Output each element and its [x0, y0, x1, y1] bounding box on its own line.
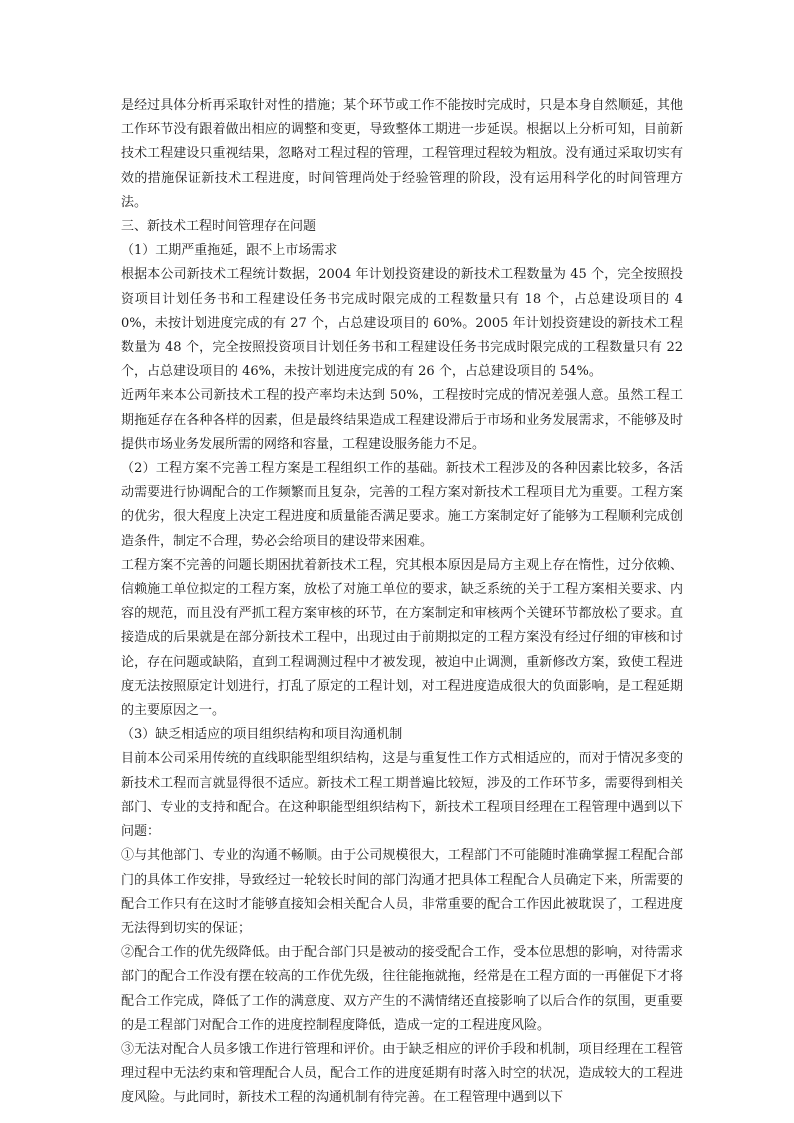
subsection-heading-3: （3）缺乏相适应的项目组织结构和项目沟通机制 [121, 727, 403, 743]
paragraph-statistics: 根据本公司新技术工程统计数据，2004 年计划投资建设的新技术工程数量为 45 个，完全按照投资项目计划任务书和工程建设任务书完成时限完成的工程数量只有 18 个，占总建设项目的 40%，未按计划进度完成的有 27 个，占总建设项目的 60%。2005 年计划投资建设的新技术工程数量为 48 个，完全按照投资项目计划任务书和工程建设任务书完成时限完成的工程数量只有 22 个，占总建设项目的 46%，未按计划进度完成的有 26 个，占总建设项目的 54%。 [121, 267, 683, 380]
list-item-1: ①与其他部门、专业的沟通不畅顺。由于公司规模很大，工程部门不可能随时准确掌握工程配合部门的具体工作安排，导致经过一轮较长时间的部门沟通才把具体工程配合人员确定下来，所需要的配合工作只有在这时才能够直接知会相关配合人员，非常重要的配合工作因此被耽误了，工程进度无法得到切实的保证； [121, 848, 683, 936]
paragraph-plan-problems: 工程方案不完善的问题长期困扰着新技术工程，究其根本原因是局方主观上存在惰性，过分依赖、信赖施工单位拟定的工程方案，放松了对施工单位的要求，缺乏系统的关于工程方案相关要求、内容的规范，而且没有严抓工程方案审核的环节，在方案制定和审核两个关键环节都放松了要求。直接造成的后果就是在部分新技术工程中，出现过由于前期拟定的工程方案没有经过仔细的审核和讨论，存在问题或缺陷，直到工程调测过程中才被发现，被迫中止调测，重新修改方案，致使工程进度无法按照原定计划进行，打乱了原定的工程计划，对工程进度造成很大的负面影响，是工程延期的主要原因之一。 [121, 557, 683, 719]
list-item-3: ③无法对配合人员多饿工作进行管理和评价。由于缺乏相应的评价手段和机制，项目经理在工程管理过程中无法约束和管理配合人员，配合工作的进度延期有时落入时空的状况，造成较大的工程进度风险。与此同时，新技术工程的沟通机制有待完善。在工程管理中遇到以下 [121, 1041, 683, 1106]
paragraph-org-structure: 目前本公司采用传统的直线职能型组织结构，这是与重复性工作方式相适应的，而对于情况多变的新技术工程而言就显得很不适应。新技术工程工期普遍比较短，涉及的工作环节多，需要得到相关部门、专业的支持和配合。在这种职能型组织结构下，新技术工程项目经理在工程管理中遇到以下问题： [121, 751, 683, 840]
section-heading-3: 三、新技术工程时间管理存在问题 [121, 219, 317, 235]
paragraph-intro-continuation: 是经过具体分析再采取针对性的措施；某个环节或工作不能按时完成时，只是本身自然顺延，其他工作环节没有跟着做出相应的调整和变更，导致整体工期进一步延误。根据以上分析可知，目前新技术工程建设只重视结果，忽略对工程过程的管理，工程管理过程较为粗放。没有通过采取切实有效的措施保证新技术工程进度，时间管理尚处于经验管理的阶段，没有运用科学化的时间管理方法。 [121, 98, 683, 210]
paragraph-production-rate: 近两年来本公司新技术工程的投产率均未达到 50%，工程按时完成的情况差强人意。虽然工程工期拖延存在各种各样的因素，但是最终结果造成工程建设滞后于市场和业务发展需求，不能够及时提供市场业务发展所需的网络和容量，工程建设服务能力不足。 [121, 388, 683, 452]
list-item-2: ②配合工作的优先级降低。由于配合部门只是被动的接受配合工作，受本位思想的影响，对待需求部门的配合工作没有摆在较高的工作优先级，往往能拖就拖，经常是在工程方面的一再催促下才将配合工作完成，降低了工作的满意度、双方产生的不满情绪还直接影响了以后合作的氛围，更重要的是工程部门对配合工作的进度控制程度降低，造成一定的工程进度风险。 [121, 945, 683, 1033]
subsection-heading-1: （1）工期严重拖延，跟不上市场需求 [121, 243, 338, 259]
paragraph-engineering-plan: （2）工程方案不完善工程方案是工程组织工作的基础。新技术工程涉及的各种因素比较多，各活动需要进行协调配合的工作频繁而且复杂，完善的工程方案对新技术工程项目尤为重要。工程方案的优劣，很大程度上决定工程进度和质量能否满足要求。施工方案制定好了能够为工程顺利完成创造条件，制定不合理，势必会给项目的建设带来困难。 [121, 461, 683, 549]
